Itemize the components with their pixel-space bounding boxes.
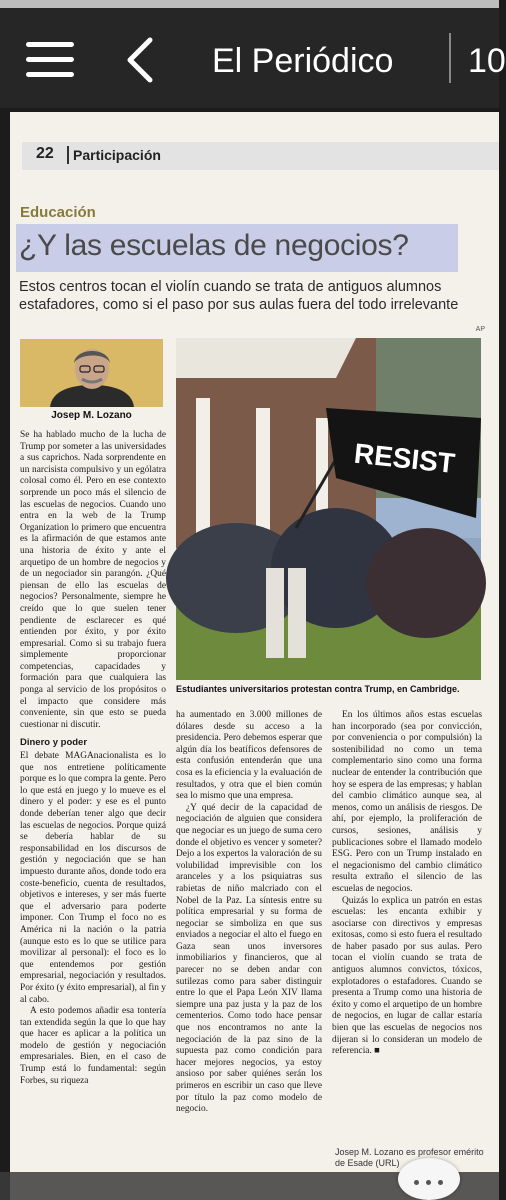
protest-photo <box>176 338 481 680</box>
menu-icon[interactable] <box>26 42 74 78</box>
paragraph: ¿Y qué decir de la capacidad de negociación de alguien que considera que negociar es un juego de suma cero donde el objetivo es vencer y someter? Dejo a los expertos la valoración de su volubilidad imprevisible con los aranceles y a los psiquiatras sus rabietas de niño malcriado con el Nobel de la Paz. La síntesis entre su política empresarial y su forma de negociar se simboliza en que sus enviados a negociar el alto el fuego en Gaza sean unos inversores inmobiliarios y financieros, que al parecer no se deben andar con sutilezas como para saber distinguir entre lo que el Papa León XIV llama siempre una paz justa y la paz de los cementerios. Como todo hace pensar que nos encontramos no ante la negociación de la paz sino de la supuesta paz como condición para hacer mejores negocios, ya estoy ansioso por saber quiénes serán los primeros en escribir un caso que lleve por título la paz como modelo de negocio. <box>176 802 322 1115</box>
article-column-2 <box>176 710 322 1200</box>
article-column-3 <box>332 710 482 1130</box>
app-top-bar <box>0 0 506 108</box>
more-options-icon[interactable] <box>398 1158 460 1200</box>
photo-caption: Estudiantes universitarios protestan contra Trump, en Cambridge. <box>176 684 460 694</box>
title-divider <box>449 33 451 83</box>
author-photo <box>20 339 163 407</box>
article-subtitle: Estos centros tocan el violín cuando se trata de antiguos alumnos estafadores, como si el paso por sus aulas fuera del todo irrelevante <box>19 279 459 313</box>
app-title: El Periódico <box>212 42 394 80</box>
resist-sign-text: RESIST <box>352 437 457 480</box>
article-column-1 <box>20 430 166 1200</box>
paragraph: En los últimos años estas escuelas han incorporado (sea por convicción, por conveniencia o por compulsión) la sostenibilidad no como un tema complementario sino como una forma nuclear de entender la contribución que hoy se espera de las empresas; y hablan del cambio climático aunque sea, al menos, como un análisis de riesgos. De ahí, por ejemplo, la proliferación de cursos, sesiones, análisis y publicaciones sobre el llamado modelo ESG. Pero con un Trump instalado en el negacionismo del cambio climático resulta extraño el silencio de las escuelas de negocios. <box>332 710 482 894</box>
back-arrow-icon[interactable] <box>122 36 156 84</box>
section-name: Participación <box>67 146 161 164</box>
photo-credit: AP <box>475 326 485 333</box>
paragraph: Se ha hablado mucho de la lucha de Trump por someter a las universidades a sus caprichos. Nada sorprendente en un narcisista compulsivo y un ególatra colosal como él. Pero en ese contexto sorprende un poco más el silencio de las escuelas de negocios. Cuando uno entra en la web de la Trump Organization lo primero que encuentra es la afirmación de que estamos ante una historia de éxito y ante el arquetipo de un hombre de negocios y de un negociador sin parangón. ¿Qué piensan de ello las escuelas de negocios? Personalmente, siempre he creído que lo que suelen tener pendiente de esclarecer es qué entienden por éxito, y por éxito empresarial. Como si su trabajo fuera simplemente proporcionar competencias, capacidades y formación para que cualquiera las ponga al servicio de los propósitos o el impacto que considere más conveniente, sin que esto se pueda cuestionar ni discutir. <box>20 430 166 730</box>
author-bio-note: Josep M. Lozano es profesor emérito de Esade (URL) <box>335 1147 484 1168</box>
paragraph: El debate MAGAnacionalista es lo que nos entretiene políticamente porque es lo que compra la gente. Pero lo que está en juego y lo mueve es el dinero y el poder: y ese es el punto donde deberían tener algo que decir las escuelas de negocios. Porque quizá se debería hablar de su responsabilidad en los discursos de gestión y negociación que se han impuesto durante años, donde todo era coste-beneficio, cuenta de resultados, objetivos e intereses, y ser más fuerte que el adversario para poderte imponer. Con Trump el foco no es América ni la nación o la patria (aunque esto es lo que se utilice para movilizar al personal): el foco es lo que entendemos por gestión empresarial, negociación y resultados. Por éxito (y éxito empresarial), al fin y al cabo. <box>20 751 166 1005</box>
subheading: Dinero y poder <box>20 737 88 749</box>
article-headline: ¿Y las escuelas de negocios? <box>19 229 409 262</box>
author-name: Josep M. Lozano <box>51 410 132 421</box>
newspaper-page <box>10 112 499 1200</box>
paragraph: Quizás lo explica un patrón en estas escuelas: les encanta exhibir y asociarse con directivos y empresas exitosas, como si esto fuera el resultado de haber pasado por sus aulas. Pero tocan el violín cuando se trata de antiguos alumnos convictos, tóxicos, explotadores o estafadores. Cuando se presenta a Trump como una historia de éxito y como el arquetipo de un hombre de negocios, en lugar de callar estaría bien que las escuelas de negocios nos dijeran si lo consideran un modelo de referencia. ■ <box>332 895 482 1057</box>
paragraph: ha aumentado en 3.000 millones de dólares desde su acceso a la presidencia. Pero debemos esperar que algún día los beatíficos defensores de esta confusión entenderán que una cosa es la eficiencia y la evaluación de resultados, y otra que el bien común sea lo mismo que una empresa. <box>176 710 322 802</box>
page-number: 10 <box>468 42 506 80</box>
section-header <box>22 142 499 170</box>
article-kicker: Educación <box>20 204 96 221</box>
section-number: 22 <box>36 145 54 162</box>
paragraph: A esto podemos añadir esa tontería tan extendida según la que lo que hay que hacer es aplicar a la política un modelo de gestión y negociación empresariales. Bien, en el caso de Trump está lo fundamental: según Forbes, su riqueza <box>20 1006 166 1086</box>
status-strip <box>0 0 499 8</box>
